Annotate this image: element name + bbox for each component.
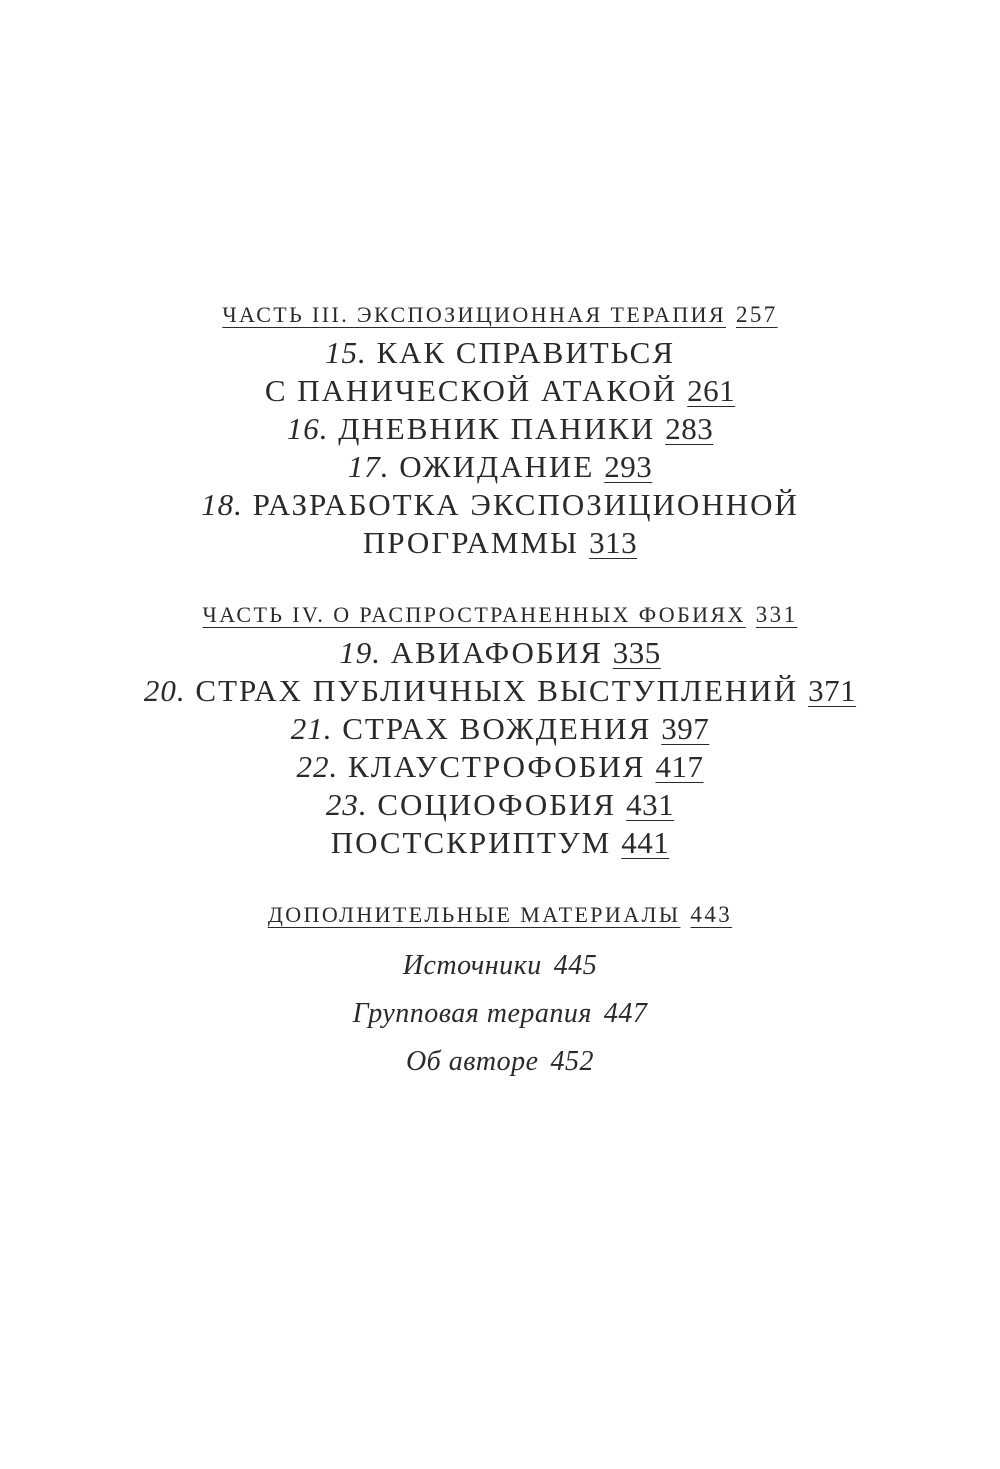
chapter-page: 293 [604,448,653,484]
extras-title: ДОПОЛНИТЕЛЬНЫЕ МАТЕРИАЛЫ [267,901,681,927]
extras-page: 443 [690,901,733,927]
chapter-16[interactable] [0,410,1000,448]
chapter-15[interactable] [0,334,1000,372]
chapter-22[interactable] [0,748,1000,786]
chapter-number: 15. [324,334,367,370]
chapter-number: 18. [201,486,243,522]
chapter-18-line2[interactable] [0,524,1000,562]
chapter-title: СТРАХ ВОЖДЕНИЯ [342,710,652,746]
chapter-title-line2: ПРОГРАММЫ [362,524,580,560]
part-4-page: 331 [755,601,798,627]
chapter-15-line2[interactable] [0,372,1000,410]
chapter-page: 371 [808,672,857,708]
chapter-number: 22. [296,748,339,784]
extra-title: Об авторе [405,1045,539,1077]
part-4-heading[interactable] [0,600,1000,630]
chapter-21[interactable] [0,710,1000,748]
extra-item-sources[interactable] [0,942,1000,990]
chapter-page: 431 [626,786,675,822]
chapter-20[interactable] [0,672,1000,710]
chapter-page: 397 [661,710,710,746]
extra-title: Источники [402,949,542,981]
chapter-number: 19. [339,634,381,670]
chapter-page: 283 [665,410,714,446]
chapter-page: 261 [687,372,736,408]
chapter-number: 23. [325,786,368,822]
extra-title: Групповая терапия [352,997,592,1029]
chapter-postscript[interactable] [0,824,1000,862]
chapter-number: 17. [347,448,390,484]
chapter-19[interactable] [0,634,1000,672]
chapter-17[interactable] [0,448,1000,486]
part-3-title: ЧАСТЬ III. ЭКСПОЗИЦИОННАЯ ТЕРАПИЯ [222,302,726,327]
chapter-title: ОЖИДАНИЕ [399,448,595,484]
chapter-title: ПОСТСКРИПТУМ [330,824,612,860]
chapter-page: 441 [621,824,670,860]
chapter-title: ДНЕВНИК ПАНИКИ [338,410,656,446]
chapter-number: 20. [143,672,186,708]
chapter-page: 417 [655,748,704,784]
chapter-number: 16. [286,410,329,446]
chapter-title: КЛАУСТРОФОБИЯ [348,748,646,784]
part-3-heading[interactable] [0,300,1000,330]
chapter-18[interactable] [0,486,1000,524]
chapter-number: 21. [290,710,333,746]
extra-page: 452 [550,1045,595,1077]
chapter-title-line1: РАЗРАБОТКА ЭКСПОЗИЦИОННОЙ [252,486,799,522]
table-of-contents [0,300,1000,1086]
chapter-page: 313 [589,524,638,560]
chapter-title: СТРАХ ПУБЛИЧНЫХ ВЫСТУПЛЕНИЙ [195,672,799,708]
part-3-page: 257 [735,302,778,327]
extra-page: 445 [553,949,598,981]
chapter-title: АВИАФОБИЯ [390,634,603,670]
chapter-title-line2: С ПАНИЧЕСКОЙ АТАКОЙ [264,372,678,408]
chapter-title: СОЦИОФОБИЯ [377,786,617,822]
chapter-title-line1: КАК СПРАВИТЬСЯ [376,334,676,370]
chapter-23[interactable] [0,786,1000,824]
extras-heading[interactable] [0,900,1000,930]
chapter-page: 335 [612,634,661,670]
extra-page: 447 [603,997,648,1029]
extra-item-group-therapy[interactable] [0,990,1000,1038]
part-4-title: ЧАСТЬ IV. О РАСПРОСТРАНЕННЫХ ФОБИЯХ [202,601,746,627]
extra-item-about-author[interactable] [0,1038,1000,1086]
